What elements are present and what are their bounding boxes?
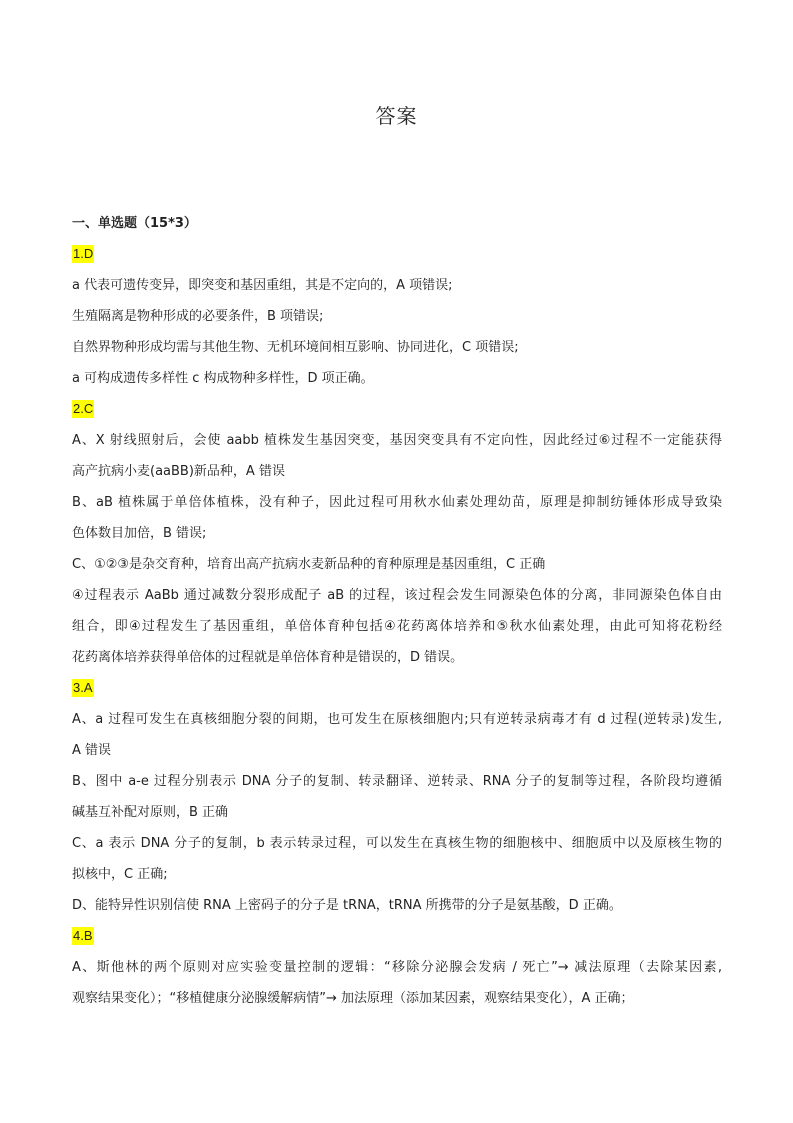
explanation-line: B、aB 植株属于单倍体植株，没有种子，因此过程可用秋水仙素处理幼苗，原理是抑制纺锤体形成导致染 [72,495,722,510]
explanation-line: 拟核中，C 正确; [72,867,168,882]
page-title: 答案 [375,104,418,128]
explanation-line: A 错误 [72,743,112,758]
explanation-line: a 可构成遗传多样性 c 构成物种多样性，D 项正确。 [72,371,374,386]
explanation-line: 花药离体培养获得单倍体的过程就是单倍体育种是错误的，D 错误。 [72,650,464,665]
question-number: 1.D [73,246,94,261]
question-2-answer [72,394,722,425]
answer-content [72,208,722,1014]
explanation-line: 组合，即④过程发生了基因重组，单倍体育种包括④花药离体培养和⑤秋水仙素处理，由此可知将花粉经 [72,619,722,634]
explanation-line: 生殖隔离是物种形成的必要条件，B 项错误; [72,309,324,324]
explanation-line: 色体数目加倍，B 错误; [72,526,207,541]
explanation-line: a 代表可遗传变异，即突变和基因重组，其是不定向的，A 项错误; [72,278,453,293]
explanation-line: ④过程表示 AaBb 通过减数分裂形成配子 aB 的过程，该过程会发生同源染色体的分离，非同源染色体自由 [72,588,722,603]
explanation-line: 碱基互补配对原则，B 正确 [72,805,229,820]
explanation-line: C、①②③是杂交育种，培育出高产抗病水麦新品种的育种原理是基因重组，C 正确 [72,557,546,572]
question-4-answer [72,921,722,952]
explanation-line: A、a 过程可发生在真核细胞分裂的间期，也可发生在原核细胞内;只有逆转录病毒才有 d 过程(逆转录)发生, [72,712,722,727]
explanation-line: 自然界物种形成均需与其他生物、无机环境间相互影响、协同进化，C 项错误; [72,340,519,355]
explanation-line: 高产抗病小麦(aaBB)新品种，A 错误 [72,464,285,479]
explanation-line: A、X 射线照射后，会使 aabb 植株发生基因突变，基因突变具有不定向性，因此经过⑥过程不一定能获得 [72,433,722,448]
explanation-line: D、能特异性识别信使 RNA 上密码子的分子是 tRNA，tRNA 所携带的分子是氨基酸，D 正确。 [72,898,622,913]
question-number: 3.A [73,680,93,695]
question-number: 2.C [73,401,94,416]
explanation-line: A、斯他林的两个原则对应实验变量控制的逻辑：“移除分泌腺会发病 / 死亡”→ 减法原理（去除某因素, [72,960,722,975]
explanation-line: 观察结果变化）；“移植健康分泌腺缓解病情”→ 加法原理（添加某因素，观察结果变化），A 正确； [72,991,634,1006]
explanation-line: C、a 表示 DNA 分子的复制，b 表示转录过程，可以发生在真核生物的细胞核中、细胞质中以及原核生物的 [72,836,722,851]
question-number: 4.B [73,928,93,943]
question-1-answer [72,239,722,270]
question-3-answer [72,673,722,704]
explanation-line: B、图中 a-e 过程分别表示 DNA 分子的复制、转录翻译、逆转录、RNA 分子的复制等过程，各阶段均遵循 [72,774,722,789]
section-heading: 一、单选题（15*3） [72,216,197,231]
